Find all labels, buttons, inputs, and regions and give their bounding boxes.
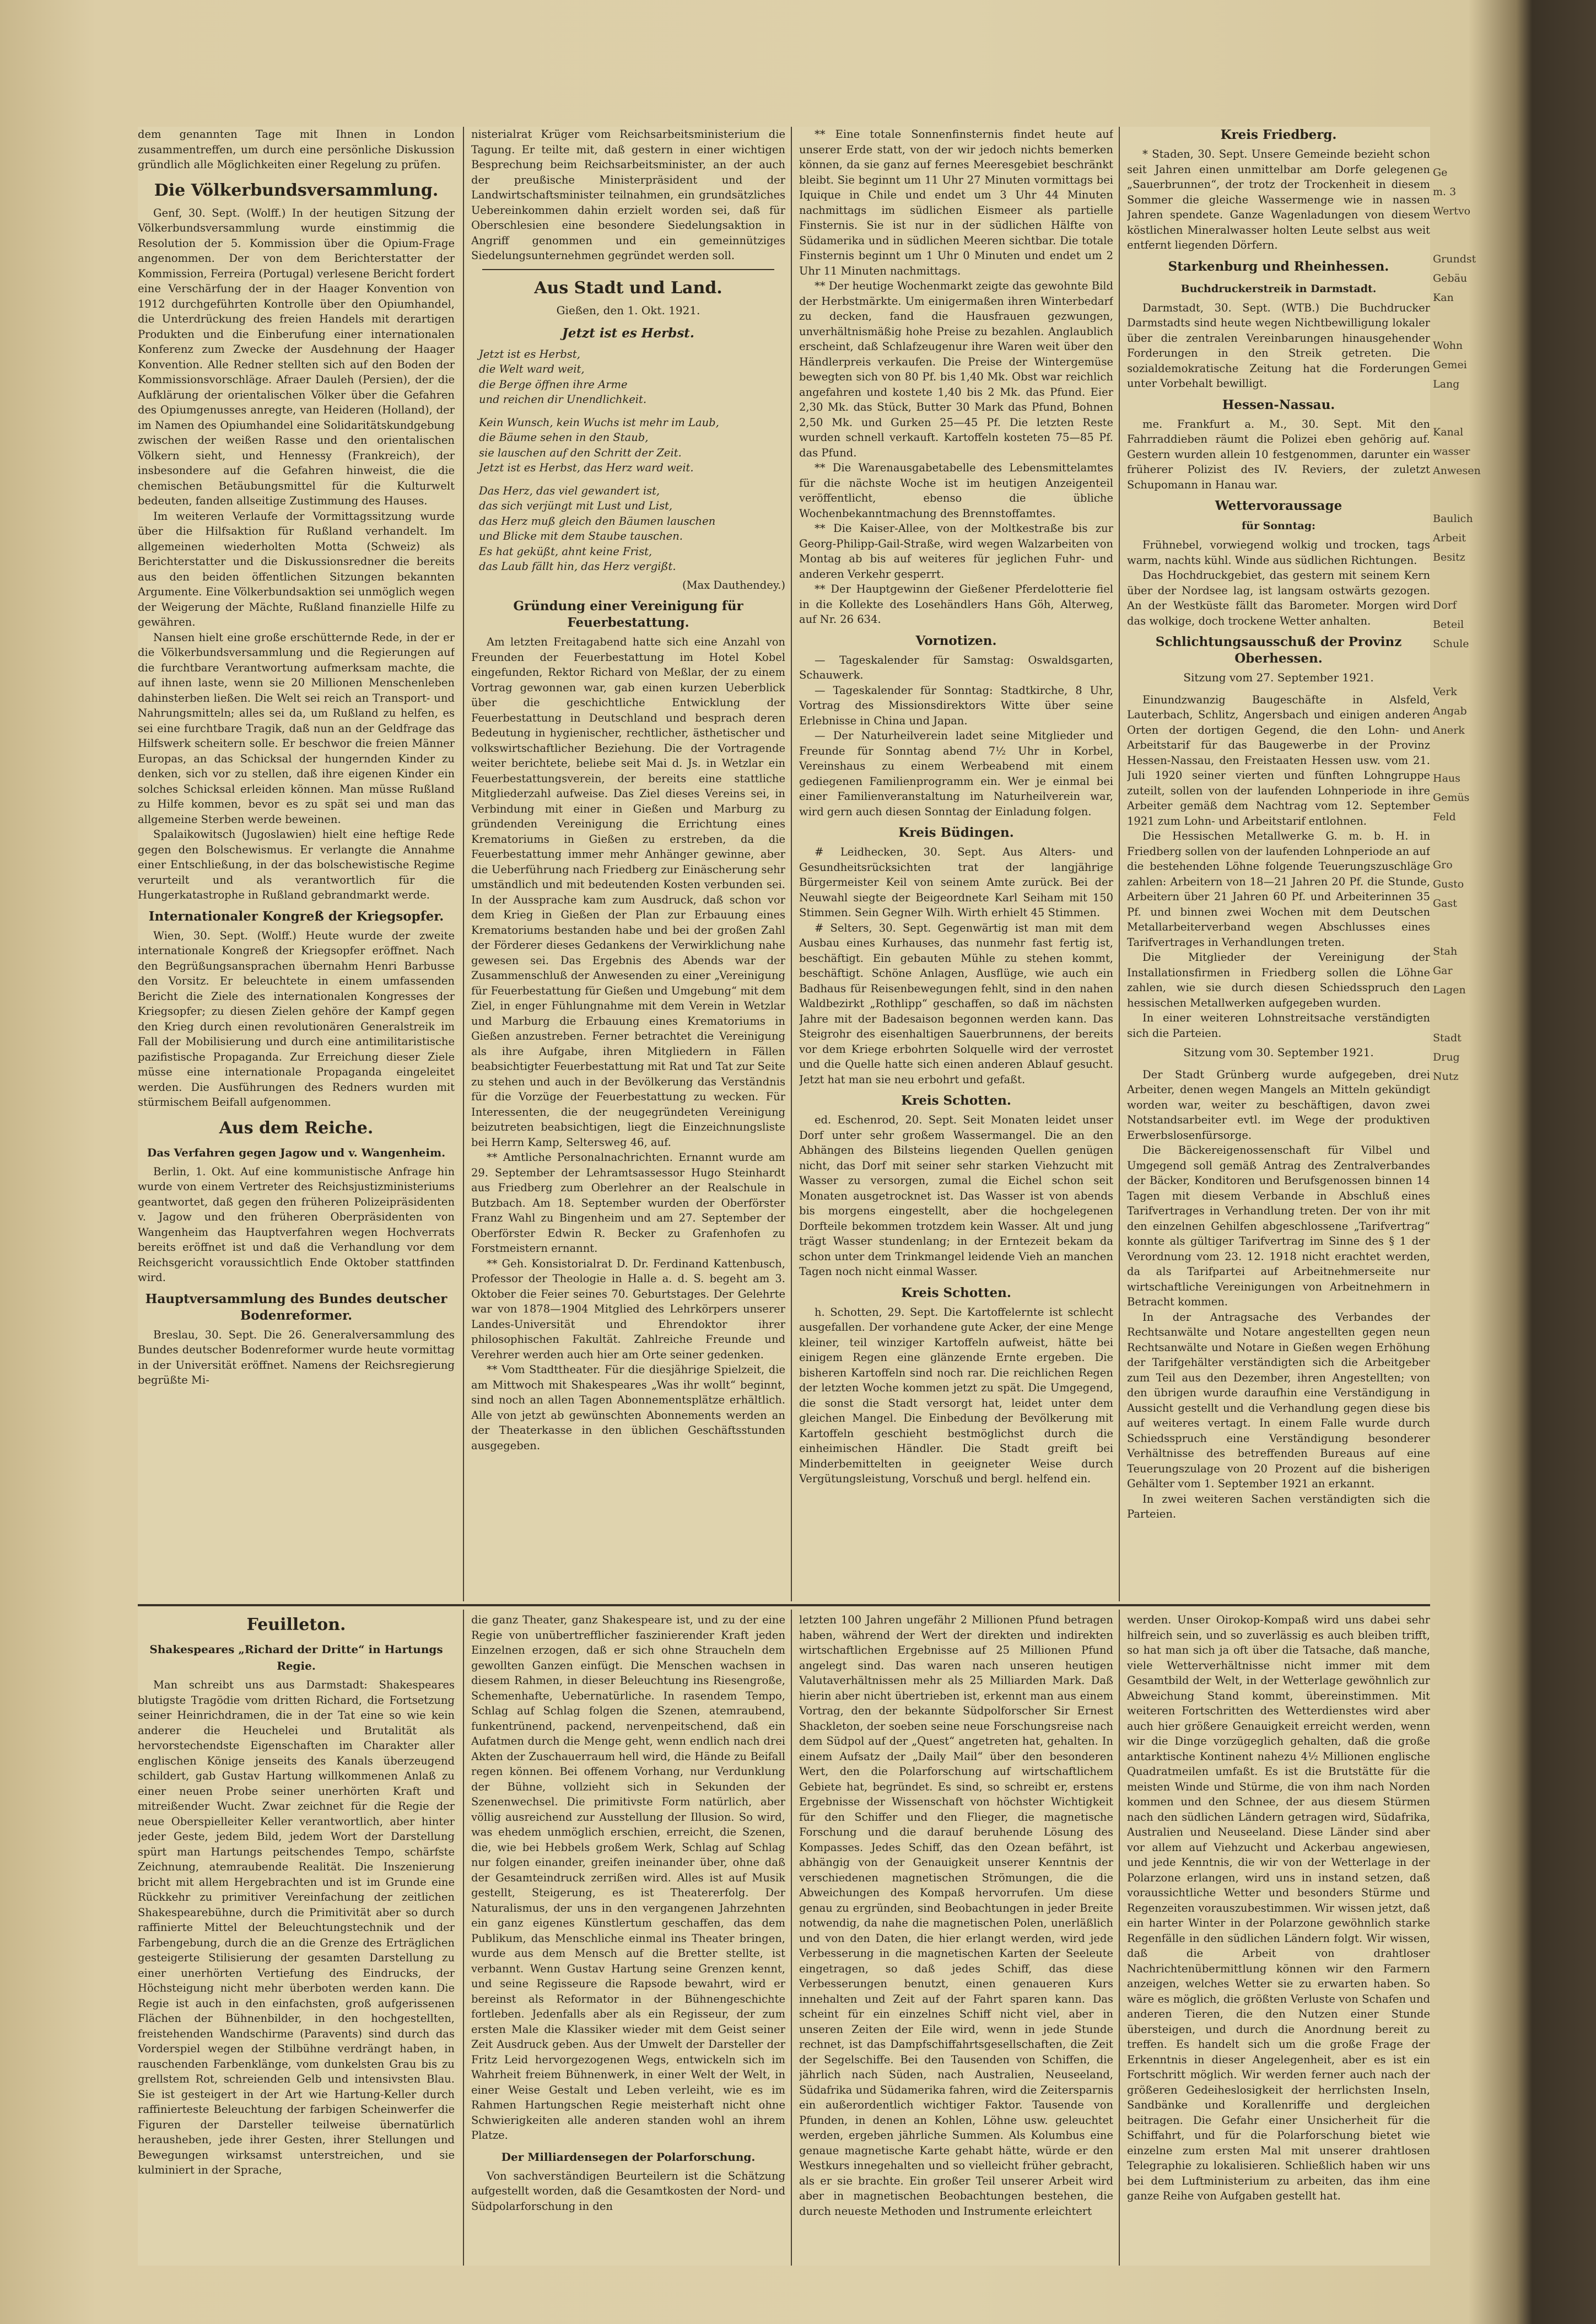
article-text: ** Eine totale Sonnenfinsternis findet heute auf unserer Erde statt, von der wir jedoch nichts bemerken können, da sie ganz auf fernes Meeresgebiet beschränkt bleibt. Sie beginnt um 11 Uhr 27 Minuten vormittags bei Iquique in Chile und endet um 3 Uhr 44 Minuten nachmittags im südlichen Eismeer als partielle Finsternis. Sie ist nur in der südlichen Hälfte von Südamerika und in südlichen Meeren sichtbar. Die totale Finsternis beginnt um 1 Uhr 0 Minuten und endet um 2 Uhr 11 Minuten nachmittags. [799, 128, 1113, 277]
column-rule [463, 127, 464, 1601]
poem-line: Das Herz, das viel gewandert ist, [479, 484, 660, 497]
article-text: In zwei weiteren Sachen verständigten sich die Parteien. [1127, 1492, 1430, 1520]
poem [471, 347, 785, 574]
article-text: Wien, 30. Sept. (Wolff.) Heute wurde der zweite internationale Kongreß der Kriegsopfer eröffnet. Nach den Begrüßungsansprachen übernahm Henri Barbusse den Vorsitz. Er beleuchtete in einem umfassenden Bericht die Ziele des internationalen Kongresses der Kriegsopfer; zu diesen Zielen gehöre der Kampf gegen den Krieg durch einen revolutionären Generalstreik im Fall der Mobilisierung und durch eine antimilitaristische pazifistische Propaganda. Zur Erreichung dieser Ziele müsse eine internationale Propaganda eingeleitet werden. Die Ausführungen des Redners wurden mit stürmischem Beifall aufgenommen. [138, 929, 455, 1109]
dateline: Sitzung vom 30. September 1921. [1183, 1046, 1374, 1059]
article-text: In einer weiteren Lohnstreitsache verständigten sich die Parteien. [1127, 1012, 1430, 1040]
article-text: die ganz Theater, ganz Shakespeare ist, und zu der eine Regie von unübertrefflicher faszinierender Kraft jeden Einzelnen erzogen, daß er sich ohne Straucheln dem gewollten Ganzen einfügt. Die Menschen wachsen in diesem Rahmen, in dieser Beleuchtung ins Riesengroße, Schemenhafte, Uebernatürliche. In rasendem Tempo, Schlag auf Schlag folgen die Szenen, atemraubend, funkentrünend, packend, nervenpeitschend, daß ein Aufatmen durch die Menge geht, wenn endlich nach drei Akten der Zuschauerraum hell wird, die Hände zu Beifall regen können. Bei offenem Vorhang, nur Verdunklung der Bühne, vollzieht sich in Sekunden der Szenenwechsel. Die primitivste Form natürlich, aber völlig ausreichend zur Ausstellung der Illusion. So wird, was ehedem unmöglich erschien, erreicht, die Szenen, die, wie bei Hebbels großem Werk, Schlag auf Schlag nur folgen einander, greifen ineinander über, ohne daß der Gesamteindruck zerrißen wird. Alles ist auf Musik gestellt, Steigerung, es ist Theatererfolg. Der Naturalismus, der uns in den vergangenen Jahrzehnten ein ganz eigenes Künstlertum geschaffen, das dem Publikum, das Menschliche einmal ins Theater bringen, wurde aus dem Mensch auf die Bretter stellte, ist verbannt. Wenn Gustav Hartung seine Grenzen kennt, und seine Regisseure die Rapsode bewahrt, wird er bereinst als Reformator in der Bühnengeschichte fortleben. Jedenfalls aber als ein Regisseur, der zum ersten Male die Klassiker wieder mit dem Geist seiner Zeit Ausdruck geben. Aus der Umwelt der Darsteller der Fritz Leid hervorgezogenen Wegs, entwickeln sich im Wahrheit freiem Bühnenwerk, in einer Welt der Welt, in einer Weise Gestalt und Leben verleiht, wie es im Rahmen Hartungschen Regie meisterhaft nicht ohne Schwierigkeiten alle anderen standen wohl an ihrem Platze. [471, 1613, 785, 2142]
article-text: * Staden, 30. Sept. Unsere Gemeinde bezieht schon seit Jahren einen unmittelbar am Dorfe gelegenen „Sauerbrunnen“, der trotz der Trockenheit in diesem Sommer die gleiche Wassermenge wie in nassen Jahren spendete. Ganze Wagenladungen von diesem köstlichen Mineralwasser holten Leute selbst aus weit entfernt liegenden Dörfern. [1127, 148, 1430, 251]
strip-fragment: Feld [1433, 811, 1456, 823]
strip-fragment: Angab [1433, 705, 1467, 717]
article-text: # Selters, 30. Sept. Gegenwärtig ist man mit dem Ausbau eines Kurhauses, das nunmehr fast fertig ist, beschäftigt. Ein gebauten Mühle zu stehen kommt, beschäftigt. Schöne Anlagen, Ausflüge, wie auch ein Badhaus für Reisenbewegungen fehlt, sind in den nahen Waldbezirkt „Rothlipp“ geschaffen, so daß im nächsten Jahre mit der Badesaison begonnen werden kann. Das Steigrohr des eisenhaltigen Sauerbrunnens, der bereits vor dem Kriege erbohrten Solquelle wird der verrostet und die Quelle hatte sich einen anderen Ablauf gesucht. Jetzt hat man sie neu erbohrt und gefaßt. [799, 921, 1113, 1086]
strip-fragment: Wertvo [1433, 205, 1471, 217]
headline: für Sonntag: [1241, 520, 1316, 532]
strip-fragment: Stah [1433, 945, 1458, 957]
strip-fragment: Lagen [1433, 984, 1466, 996]
strip-fragment: Gusto [1433, 878, 1464, 890]
strip-fragment: Stadt [1433, 1032, 1462, 1044]
article-text: Man schreibt uns aus Darmstadt: Shakespeares blutigste Tragödie vom dritten Richard, die Fortsetzung seiner Heinrichdramen, die in der Tat eine so wie kein anderer die Heuchelei und Brutalität als hervorstechendste Eigenschaften im Charakter aller englischen Könige jenseits des Kanals überzeugend schildert, gab Gustav Hartung willkommenen Anlaß zu einer neuen Probe seiner unerhörten Kraft und mitreißender Wucht. Zwar zeichnet für die Regie der neue Oberspielleiter Keller verantwortlich, aber hinter jeder Geste, jedem Bild, jedem Wort der Darstellung spürt man Hartungs peitschendes Tempo, schärfste Zeichnung, atemraubende Realität. Die Inszenierung bricht mit allem Hergebrachten und ist im Grunde eine Rückkehr zu primitiver Vereinfachung der zeitlichen Shakespearebühne, durch die Primitivität aber so durch raffinierte Mittel der Beleuchtungstechnik und der Farbengebung, durch die an die Grenze des Erträglichen gesteigerte Stilisierung der gesamten Darstellung zu einer unerhörten Vertiefung des Eindrucks, der Höchsteigung nicht mehr überboten werden kann. Die Regie ist auch in den einfachsten, groß aufgerissenen Flächen der Bühnenbilder, in den hochgestellten, freistehenden Wandschirme (Paravents) sind durch das Vorderspiel wegen der Stilbühne verdrängt haben, in rauschenden Farbenklänge, vom dunkelsten Grau bis zu grellstem Rot, schreienden Gelb und intensivsten Blau. Sie ist gesteigert in der Art wie Hartung-Keller durch raffinierteste Beleuchtung der farbigen Scheinwerfer die Figuren der Darsteller teilweise übernatürlich herausheben, jede ihrer Gesten, ihrer Stellungen und Bewegungen wirksamst unterstreichen, und sie kulminiert in der Sprache, [138, 1679, 455, 2176]
strip-fragment: Gro [1433, 859, 1453, 871]
section-heading: Aus dem Reiche. [219, 1118, 374, 1138]
strip-fragment: Ge [1433, 166, 1448, 179]
headline: Vornotizen. [915, 633, 997, 648]
column-2 [471, 127, 785, 1601]
poem-author: (Max Dauthendey.) [682, 578, 785, 591]
poem-line: und reichen dir Unendlichkeit. [479, 393, 647, 406]
strip-fragment: Drug [1433, 1051, 1460, 1063]
article-text: — Tageskalender für Sonntag: Stadtkirche, 8 Uhr, Vortrag des Missionsdirektors Witte über seine Erlebnisse in China und Japan. [799, 684, 1113, 727]
strip-fragment: wasser [1433, 445, 1470, 458]
strip-fragment: Gebäu [1433, 272, 1468, 284]
article-text: werden. Unser Oirokop-Kompaß wird uns dabei sehr hilfreich sein, und so zuverlässig es auch bleiben trifft, so hat man sich ja oft über die Tatsache, daß manche, viele Wetterverhältnisse nicht immer mit dem Gesamtbild der Welt, in der Wetterlage gewöhnlich zur Abweichung Stand kommt, übereinstimmen. Mit weiteren Fortschritten des Wetterdienstes wird aber auch hier größere Genauigkeit erreicht werden, wenn wir die Dinge vorzügeglich gehalten, daß die große antarktische Kontinent nahezu 4½ Millionen englische Quadratmeilen umfaßt. Es ist die Brutstätte für die meisten Winde und Stürme, die von ihm nach Norden kommen und den Schnee, der aus diesem Stürmen nach den südlichen Ländern getragen wird, Südafrika, Australien und Neuseeland. Diese Länder sind aber vor allem auf Viehzucht und Ackerbau angewiesen, und jede Kenntnis, die wir von der Wetterlage in der Polarzone erlangen, wird uns in instand setzen, daß voraussichtliche Wetter und besonders Stürme und Regenzeiten vorauszubestimmen. Wir wissen jetzt, daß ein harter Winter in der Polarzone gewöhnlich starke Regenfälle in den südlichen Ländern folgt. Wir wissen, daß die Arbeit von drahtloser Nachrichtenübermittlung können wir den Farmern anzeigen, welches Wetter sie zu erwarten haben. So wäre es möglich, die größten Verluste von Schafen und anderen Tieren, die den Nutzen einer Stunde übersteigen, und durch die Anordnung bereit zu treffen. Es handelt sich um die große Frage der Erkenntnis in dieser Angelegenheit, aber es ist ein Fortschritt möglich. Wir werden ferner auch nach der größeren Gedeiheslosigkeit der herrlichsten Inseln, Sandbänke und Korallenriffe und dergleichen beitragen. Die Gefahr einer Unsicherheit für die Schiffahrt, und für die Polarforschung bietet wie einzelne zum ersten Mal mit unserer drahtlosen Telegraphie zu lokalisieren. Schließlich haben wir uns bei dem Luftministerium zu arbeiten, das ihm eine ganze Reihe von Aufgaben gestellt hat. [1127, 1613, 1430, 2202]
strip-fragment: Lang [1433, 378, 1460, 390]
poem-line: die Welt ward weit, [479, 363, 585, 375]
article-text: ** Der heutige Wochenmarkt zeigte das gewohnte Bild der Herbstmärkte. Um einigermaßen ihren Winterbedarf zu decken, fand die Hausfrauen gezwungen, unverhältnismäßig hohe Preise zu bezahlen. Anglaublich erscheint, daß Schlafzeugenur ihre Waren weit über den Händlerpreis verkaufen. Die Preise der Wintergemüse bewegten sich von 80 Pf. bis 1,40 Mk. Obst war reichlich angefahren und kostete 1,40 bis 2 Mk. das Pfund. Eier 2,30 Mk. das Stück, Butter 30 Mark das Pfund, Bohnen 2,50 Mk. und Gurken 25—45 Pf. Die letzten Reste wurden schnell verkauft. Kartoffeln kosteten 75—85 Pf. das Pfund. [799, 279, 1113, 459]
headline: Shakespeares „Richard der Dritte“ in Hartungs Regie. [149, 1643, 443, 1672]
article-text: ** Der Hauptgewinn der Gießener Pferdelotterie fiel in die Kollekte des Losehändlers Hans Göh, Alterweg, auf Nr. 26 634. [799, 583, 1113, 626]
article-text: nisterialrat Krüger vom Reichsarbeitsministerium die Tagung. Er teilte mit, daß gestern in einer wichtigen Besprechung beim Reichsarbeitsminister, an der auch der preußische Ministerpräsident und der Landwirtschaftsminister teilnahmen, ein grundsätzliches Uebereinkommen dahin erzielt worden sei, daß für Oberschlesien eine besondere Siedelungsaktion in Angriff genommen und ein gemeinnütziges Siedelungsunternehmen gegründet werden soll. [471, 128, 785, 262]
headline: Wettervoraussage [1215, 498, 1342, 513]
strip-fragment: Kanal [1433, 426, 1464, 438]
poem-title: Jetzt ist es Herbst. [562, 326, 694, 341]
headline: Schlichtungsausschuß der Provinz Oberhessen. [1155, 634, 1402, 666]
poem-line: die Bäume sehen in den Staub, [479, 431, 649, 444]
article-text: Die Mitglieder der Vereinigung der Installationsfirmen in Friedberg sollen die Löhne zahlen, wie sie durch diesen Schiedsspruch den hessischen Metallwerken aufgegeben wurden. [1127, 951, 1430, 1009]
strip-fragment: Grundst [1433, 253, 1476, 265]
article-text: — Der Naturheilverein ladet seine Mitglieder und Freunde für Sonntag abend 7½ Uhr in Korbel, Vereinshaus zu einem Werbeabend mit einem gediegenen Familienprogramm ein. Wer je einmal bei einer Familienveranstaltung im Naturheilverein war, wird gern auch diesen Sonntag der Einladung folgen. [799, 729, 1113, 818]
poem-line: Jetzt ist es Herbst, [479, 347, 580, 361]
article-text: dem genannten Tage mit Ihnen in London zusammentreffen, um durch eine persönliche Diskussion gründlich alle Möglichkeiten einer Regelung zu prüfen. [138, 128, 455, 171]
dateline: Sitzung vom 27. September 1921. [1183, 671, 1374, 684]
feuilleton-rule [138, 1604, 1430, 1606]
strip-fragment: Nutz [1433, 1070, 1459, 1083]
poem-line: Es hat geküßt, ahnt keine Frist, [479, 545, 653, 558]
strip-fragment: Verk [1433, 686, 1457, 698]
article-text: ** Die Kaiser-Allee, von der Moltkestraße bis zur Georg-Philipp-Gail-Straße, wird wegen Walzarbeiten von Montag ab bis auf weiteres für jeglichen Fuhr- und anderen Verkehr gesperrt. [799, 522, 1113, 580]
strip-fragment: Gemei [1433, 359, 1467, 371]
strip-fragment: Gar [1433, 965, 1453, 977]
poem-line: Kein Wunsch, kein Wuchs ist mehr im Laub, [479, 416, 719, 429]
poem-line: das sich verjüngt mit Lust und List, [479, 499, 673, 512]
article-text: Die Hessischen Metallwerke G. m. b. H. in Friedberg sollen von der laufenden Lohnperiode an auf die bestehenden Löhne folgende Teuerungszuschläge zahlen: Arbeitern von 18—21 Jahren 20 Pf. die Stunde, Arbeitern über 21 Jahren 60 Pf. und Arbeiterinnen 35 Pf. und binnen zwei Wochen mit dem Deutschen Metallarbeiterverband wegen Abschlusses eines Tarifvertrages in Verhandlungen treten. [1127, 830, 1430, 949]
column-rule [791, 127, 792, 1601]
poem-line: sie lauschen auf den Schritt der Zeit. [479, 446, 682, 459]
headline: Der Milliardensegen der Polarforschung. [501, 2150, 756, 2164]
strip-fragment: Anerk [1433, 724, 1465, 736]
article-text: ** Geh. Konsistorialrat D. Dr. Ferdinand Kattenbusch, Professor der Theologie in Halle a. d. S. begeht am 3. Oktober die Feier seines 70. Geburtstages. Der Gelehrte war von 1878—1904 Mitglied des Lehrkörpers unserer Landes-Universität und Ehrendoktor ihrer philosophischen Fakultät. Zahlreiche Freunde und Verehrer werden auch hier am Orte seiner gedenken. [471, 1257, 785, 1361]
poem-line: das Laub fällt hin, das Herz vergißt. [479, 560, 676, 573]
headline: Buchdruckerstreik in Darmstadt. [1180, 282, 1377, 295]
column-rule [791, 1610, 792, 2266]
feuilleton-column-1 [138, 1612, 455, 2266]
strip-fragment: Schule [1433, 638, 1469, 650]
feuilleton-column-4 [1127, 1612, 1430, 2266]
article-text: Genf, 30. Sept. (Wolff.) In der heutigen Sitzung der Völkerbundsversammlung wurde einstimmig die Resolution der 5. Kommission über die Opium-Frage angenommen. Der von dem Berichterstatter der Kommission, Ferreira (Portugal) verlesene Bericht fordert eine Verschärfung der in der Haager Konvention von 1912 durchgeführten Kontrolle über den Opiumhandel, die Unterdrückung des freien Handels mit derartigen Produkten und die Einberufung einer internationalen Konferenz zum Zwecke der Ausdehnung der Haager Konvention. Alle Redner stellten sich auf den Boden der Kommissionsvorschläge. Afraer Dauleh (Persien), der die Aufklärung der orientalischen Völker über die Gefahren des Opiumgenusses anregte, van Heideren (Holland), der im Namen des Opiumhandel eine Solidaritätskundgebung zwischen der weißen Rasse und den orientalischen Völkern sieht, und Hennessy (Frankreich), der insbesondere auf die Gefahren hinweist, die die chemischen Betäubungsmittel für die Kulturwelt bedeuten, fanden allseitige Zustimmung des Hauses. [138, 206, 455, 507]
article-text: Von sachverständigen Beurteilern ist die Schätzung aufgestellt worden, daß die Gesamtkosten der Nord- und Südpolarforschung in den [471, 2169, 785, 2213]
headline: Kreis Schotten. [901, 1285, 1011, 1300]
article-text: Die Bäckereigenossenschaft für Vilbel und Umgegend soll gemäß Antrag des Zentralverbandes der Bäcker, Konditoren und Berufsgenossen binnen 14 Tagen mit diesem Verbande in Abschluß eines Tarifvertrages in Verhandlung treten. Der von ihr mit den einzelnen Gehilfen abgeschlossene „Tarifvertrag“ konnte als gültiger Tarifvertrag im Sinne des § 1 der Verordnung vom 23. 12. 1918 nicht erachtet werden, da als Tarifpartei auf Arbeitnehmerseite nur wirtschaftliche Vereinigungen von Arbeitnehmern in Betracht kommen. [1127, 1144, 1430, 1308]
article-text: Berlin, 1. Okt. Auf eine kommunistische Anfrage hin wurde von einem Vertreter des Reichsjustizministeriums geantwortet, daß gegen den früheren Polizeipräsidenten v. Jagow und den früheren Oberpräsidenten von Wangenheim das Hauptverfahren wegen Hochverrats bereits eröffnet ist und daß die Verhandlung vor dem Reichsgericht voraussichtlich Ende Oktober stattfinden wird. [138, 1165, 455, 1284]
column-rule [463, 1610, 464, 2266]
article-text: Spalaikowitsch (Jugoslawien) hielt eine heftige Rede gegen den Bolschewismus. Er verlangte die Annahme einer Entschließung, in der das bolschewistische Regime verurteilt und als verantwortlich für die Hungerkatastrophe in Rußland gebrandmarkt werde. [138, 828, 455, 901]
article-text: In der Antragsache des Verbandes der Rechtsanwälte und Notare angestellten gegen neun Rechtsanwälte und Notare in Gießen wegen Erhöhung der Tarifgehälter verständigten sich die Arbeitgeber zum Teil aus den Dezember, ihren Angestellten; von den übrigen wurde daraufhin eine Verständigung in Aussicht gestellt und die Verhandlung gegen diese bis auf weiteres vertagt. In einem Falle wurde durch Schiedsspruch eine Verständigung besonderer Verhältnisse des betreffenden Bureaus auf eine Teuerungszulage von 20 Prozent auf die bisherigen Gehälter vom 1. September 1921 an erkannt. [1127, 1310, 1430, 1490]
article-text: ** Amtliche Personalnachrichten. Ernannt wurde am 29. September der Lehramtsassessor Hugo Steinhardt aus Friedberg zum Oberlehrer an der Realschule in Butzbach. Am 18. September wurden der Oberförster Franz Wahl zu Bingenheim und am 27. September der Oberförster Edwin R. Becker zu Grafenhofen zu Forstmeistern ernannt. [471, 1151, 785, 1255]
article-text: Nansen hielt eine große erschütternde Rede, in der er die Völkerbundsversammlung und die Regierungen auf die furchtbare Verantwortung aufmerksam machte, die auf ihnen laste, wenn sie 20 Millionen Menschenleben dahinsterben ließen. Die Welt sei reich an Transport- und Nahrungsmitteln; alles sei da, um Rußland zu helfen, es sei eine furchtbare Tragik, daß nun an der Geldfrage das Hilfswerk scheitern solle. Er beschwor die freien Männer Europas, an das Schicksal der hungernden Kinder zu denken, sich vor zu stellen, daß ihre eigenen Kinder ein solches Schicksal erleiden können. Man müsse Rußland zu Hilfe kommen, bevor es zu spät sei und man das allgemeine Sterben werde beweinen. [138, 631, 455, 826]
article-text: Darmstadt, 30. Sept. (WTB.) Die Buchdrucker Darmstadts sind heute wegen Nichtbewilligung lokaler über die zentralen Vereinbarungen hinausgehender Forderungen in den Streik getreten. Die sozialdemokratische Zeitung hat die Forderungen unter Vorbehalt bewilligt. [1127, 301, 1430, 390]
headline: Hessen-Nassau. [1222, 397, 1335, 412]
column-1 [138, 127, 455, 1601]
article-text: Frühnebel, vorwiegend wolkig und trocken, tags warm, nachts kühl. Winde aus südlichen Richtungen. [1127, 539, 1430, 567]
article-text: ** Vom Stadttheater. Für die diesjährige Spielzeit, die am Mittwoch mit Shakespeares „Was ihr wollt“ beginnt, sind noch an allen Tagen Abonnementsplätze erhältlich. Alle von jetzt ab gewünschten Abonnements werden an der Theaterkasse in den üblichen Geschäftsstunden ausgegeben. [471, 1363, 785, 1452]
adjacent-page-strip [1433, 165, 1499, 1117]
strip-fragment: Beteil [1433, 618, 1464, 631]
article-text: Der Stadt Grünberg wurde aufgegeben, drei Arbeiter, denen wegen Mangels an Mitteln gekündigt worden war, weiter zu beschäftigen, davon zwei Notstandsarbeiter evtl. im Wege der produktiven Erwerbslosenfürsorge. [1127, 1068, 1430, 1142]
column-3 [799, 127, 1113, 1601]
article-text: letzten 100 Jahren ungefähr 2 Millionen Pfund betragen haben, während der Wert der direkten und indirekten wirtschaftlichen Ergebnisse auf 25 Millionen Pfund angelegt sind. Das waren nach unseren heutigen Valutaverhältnissen mehr als 25 Milliarden Mark. Daß hierin aber nicht übertrieben ist, erkennt man aus einem Vortrag, den der bekannte Südpolforscher Sir Ernest Shackleton, der soeben seine neue Forschungsreise nach dem Südpol auf der „Quest“ angetreten hat, gehalten. In einem Aufsatz der „Daily Mail“ über den besonderen Wert, den die Polarforschung auf wirtschaftlichem Gebiete hat, begründet. Es sind, so schreibt er, erstens Ergebnisse der Wissenschaft von höchster Wichtigkeit für den Schiffer und den Flieger, die magnetische Forschung und die darauf beruhende Lösung des Kompasses. Jedes Schiff, das den Ozean befährt, ist abhängig von der Genauigkeit unserer Kenntnis der verschiedenen magnetischen Strömungen, die die Abweichungen des Kompaß hervorrufen. Um diese genau zu ergründen, sind Beobachtungen in jeder Breite notwendig, da nahe die magnetischen Polen, unerläßlich und von den Daten, die hier erlangt werden, wird jede Verbesserung in die magnetischen Karten der Seeleute eingetragen, so daß jedes Schiff, das diese Verbesserungen benutzt, einen genaueren Kurs innehalten und Zeit auf der Fahrt sparen kann. Das scheint für ein einzelnes Schiff nicht viel, aber in unseren Zeiten der Eile wird, wenn in jede Stunde rechnet, ist das Dampfschiffahrtsgesellschaften, die Zeit der Segelschiffe. Bei den Tausenden von Schiffen, die jährlich nach Süden, nach Australien, Neuseeland, Südafrika und Südamerika fahren, wird die Zeitersparnis ein außerordentlich wichtiger Faktor. Tausende von Pfunden, in denen an Kohlen, Löhne usw. geleuchtet werden, ergeben jährliche Summen. Als Kolumbus eine genaue magnetische Karte gehabt hätte, würde er den Westkurs innegehalten und so vielleicht früher gebracht, als er sie brachte. Ein großer Teil unserer Arbeit wird aber in magnetischen Beobachtungen bestehen, die durch neueste Methoden und Instrumente erleichtert [799, 1613, 1113, 2218]
strip-fragment: Kan [1433, 292, 1454, 304]
column-rule [1119, 1610, 1120, 2266]
headline: Kreis Büdingen. [898, 825, 1014, 840]
article-text: Breslau, 30. Sept. Die 26. Generalversammlung des Bundes deutscher Bodenreformer wurde heute vormittag in der Universität eröffnet. Namens der Reichsregierung begrüßte Mi- [138, 1328, 455, 1386]
article-text: me. Frankfurt a. M., 30. Sept. Mit den Fahrraddieben räumt die Polizei eben gehörig auf. Gestern wurden allein 10 festgenommen, darunter ein früherer Polizist des IV. Reviers, der zuletzt Schupomann in Hanau war. [1127, 417, 1430, 491]
strip-fragment: Gemüs [1433, 792, 1470, 804]
article-text: Am letzten Freitagabend hatte sich eine Anzahl von Freunden der Feuerbestattung im Hotel Kobel eingefunden, Rektor Richard von Meßlar, der zu einem Vortrag gewonnen war, gab einen kurzen Ueberblick über die geschichtliche Entwicklung der Feuerbestattung in Deutschland und besprach deren Bedeutung in hygienischer, rechtlicher, ästhetischer und volkswirtschaftlicher Beziehung. Die der Vortragende weiter berichtete, beliebe seit Mai d. Js. in Wetzlar ein Feuerbestattungsverein, der bereits eine stattliche Mitgliederzahl aufweise. Das Ziel dieses Vereins sei, in Verbindung mit einer in Gießen und Marburg zu gründenden Vereinigung die Errichtung eines Krematoriums in Gießen zu erstreben, da die Feuerbestattung immer mehr Anhänger gewinne, aber die Ueberführung nach Friedberg zur Einäscherung sehr umständlich und mit bedeutenden Kosten verbunden sei. In der Aussprache kam zum Ausdruck, daß schon vor dem Krieg in Gießen der Plan zur Erbauung eines Krematoriums bestanden habe und bei der großen Zahl der Förderer dieses Gedankens der Verwirklichung nahe gewesen sei. Das Ergebnis des Abends war der Zusammenschluß der Anwesenden zu einer „Vereinigung für Feuerbestattung für Gießen und Umgebung“ mit dem Ziel, in enger Fühlungnahme mit dem Verein in Wetzlar und Marburg die Erbauung eines Krematoriums in Gießen anzustreben. Ferner betrachtet die Vereinigung als ihre Aufgabe, ihren Mitgliedern in Fällen beabsichtigter Feuerbestattung mit Rat und Tat zur Seite zu stehen und auch in der Bevölkerung das Verständnis für die Vorzüge der Feuerbestattung zu wecken. Für Interessenten, die der neugegründeten Vereinigung beizutreten beabsichtigen, liegt die Einzeichnungsliste bei Herrn Kamp, Seltersweg 46, auf. [471, 636, 785, 1149]
headline: Kreis Schotten. [901, 1093, 1011, 1108]
poem-line: Jetzt ist es Herbst, das Herz ward weit. [479, 461, 694, 474]
article-text: h. Schotten, 29. Sept. Die Kartoffelernte ist schlecht ausgefallen. Der vorhandene gute Acker, der eine Menge kleiner, teil winziger Kartoffeln aufweist, hätte bei einigem Regen eine glänzende Ernte ergeben. Die bisheren Kartoffeln sind noch rar. Die reichlichen Regen der letzten Woche kommen jetzt zu spät. Die Umgegend, die sonst die Stadt versorgt hat, leidet unter dem gleichen Mangel. Die Einbedung der Bevölkerung mit Kartoffeln geschieht bestmöglichst durch die einheimischen Händler. Die Stadt greift bei Minderbemittelten in geeigneter Weise durch Vergütungsleistung, Vorschuß und bergl. helfend ein. [799, 1305, 1113, 1485]
poem-line: das Herz muß gleich den Bäumen lauschen [479, 514, 716, 528]
headline: Die Völkerbundsversammlung. [154, 180, 439, 200]
strip-fragment: Wohn [1433, 340, 1463, 352]
headline: Kreis Friedberg. [1220, 127, 1337, 142]
article-text: — Tageskalender für Samstag: Oswaldsgarten, Schauwerk. [799, 653, 1113, 681]
headline: Internationaler Kongreß der Kriegsopfer. [148, 908, 444, 924]
headline: Starkenburg und Rheinhessen. [1168, 259, 1389, 274]
strip-fragment: Baulich [1433, 513, 1473, 525]
feuilleton-title: Feuilleton. [246, 1615, 346, 1634]
strip-fragment: Besitz [1433, 551, 1465, 563]
strip-fragment: m. 3 [1433, 186, 1457, 198]
article-text: Im weiteren Verlaufe der Vormittagssitzung wurde über die Hilfsaktion für Rußland verhandelt. Im allgemeinen wiederholten Motta (Schweiz) als Berichterstatter und die Diskussionsredner die bereits aus den beiden öffentlichen Sitzungen bekannten Argumente. Eine Völkerbundsaktion sei unmöglich wegen der Weigerung der Mächte, Rußland finanzielle Hilfe zu gewähren. [138, 509, 455, 628]
strip-fragment: Dorf [1433, 599, 1457, 611]
column-4 [1127, 127, 1430, 1601]
poem-line: und Blicke mit dem Staube tauschen. [479, 530, 683, 542]
article-text: ** Die Warenausgabetabelle des Lebensmittelamtes für die nächste Woche ist im heutigen Anzeigenteil veröffentlicht, ebenso die übliche Wochenbekanntmachung des Brennstoffamtes. [799, 461, 1113, 520]
dateline: Gießen, den 1. Okt. 1921. [556, 303, 700, 317]
strip-fragment: Haus [1433, 772, 1460, 784]
newspaper-page [138, 127, 1430, 2266]
article-text: ed. Eschenrod, 20. Sept. Seit Monaten leidet unser Dorf unter sehr großem Wassermangel. Die an den Abhängen des Bilsteins liegenden Quellen genügen nicht, das Dorf mit seiner sehr starken Viehzucht mit Wasser zu versorgen, zumal die Eichel schon seit Monaten ausgetrocknet ist. Das Wasser ist von abends bis morgens eingestellt, aber die hochgelegenen Dorfteile bekommen trotzdem kein Wasser. Alt und jung trägt Wasser stundenlang; in der Erntezeit bekam da schon unter dem Trinkmangel leidende Vieh an manchen Tagen noch nicht einmal Wasser. [799, 1113, 1113, 1278]
section-heading: Aus Stadt und Land. [534, 278, 722, 298]
strip-fragment: Arbeit [1433, 532, 1466, 544]
column-rule [1119, 127, 1120, 1601]
article-text: # Leidhecken, 30. Sept. Aus Alters- und Gesundheitsrücksichten trat der langjährige Bürgermeister Keil von seinem Amte zurück. Bei der Neuwahl siegte der Beigeordnete Karl Seiham mit 150 Stimmen. Sein Gegner Wilh. Wirth erhielt 45 Stimmen. [799, 846, 1113, 919]
headline: Das Verfahren gegen Jagow und v. Wangenheim. [147, 1145, 446, 1159]
strip-fragment: Anwesen [1433, 465, 1481, 477]
article-text: Das Hochdruckgebiet, das gestern mit seinem Kern über der Nordsee lag, ist langsam ostwärts gezogen. An der Westküste fällt das Barometer. Morgen wird das wolkige, doch trockene Wetter anhalten. [1127, 569, 1430, 627]
headline: Gründung einer Vereinigung für Feuerbestattung. [513, 599, 743, 630]
poem-line: die Berge öffnen ihre Arme [479, 378, 628, 391]
article-text: Einundzwanzig Baugeschäfte in Alsfeld, Lauterbach, Schlitz, Angersbach und einigen anderen Orten der dortigen Gegend, die den Lohn- und Arbeitstarif für das Baugewerbe in der Provinz Hessen-Nassau, den Freistaaten Hessen usw. vom 21. Juli 1920 seiner vierten und fünften Lohngruppe zuteilt, sollen von der laufenden Lohnperiode in ihre Arbeiter gemäß dem Nachtrag vom 12. September 1921 zum Lohn- und Arbeitstarif entlohnen. [1127, 693, 1430, 827]
divider [482, 269, 774, 270]
headline: Hauptversammlung des Bundes deutscher Bodenreformer. [145, 1291, 447, 1323]
feuilleton-column-2 [471, 1612, 785, 2266]
strip-fragment: Gast [1433, 897, 1457, 910]
feuilleton-column-3 [799, 1612, 1113, 2266]
